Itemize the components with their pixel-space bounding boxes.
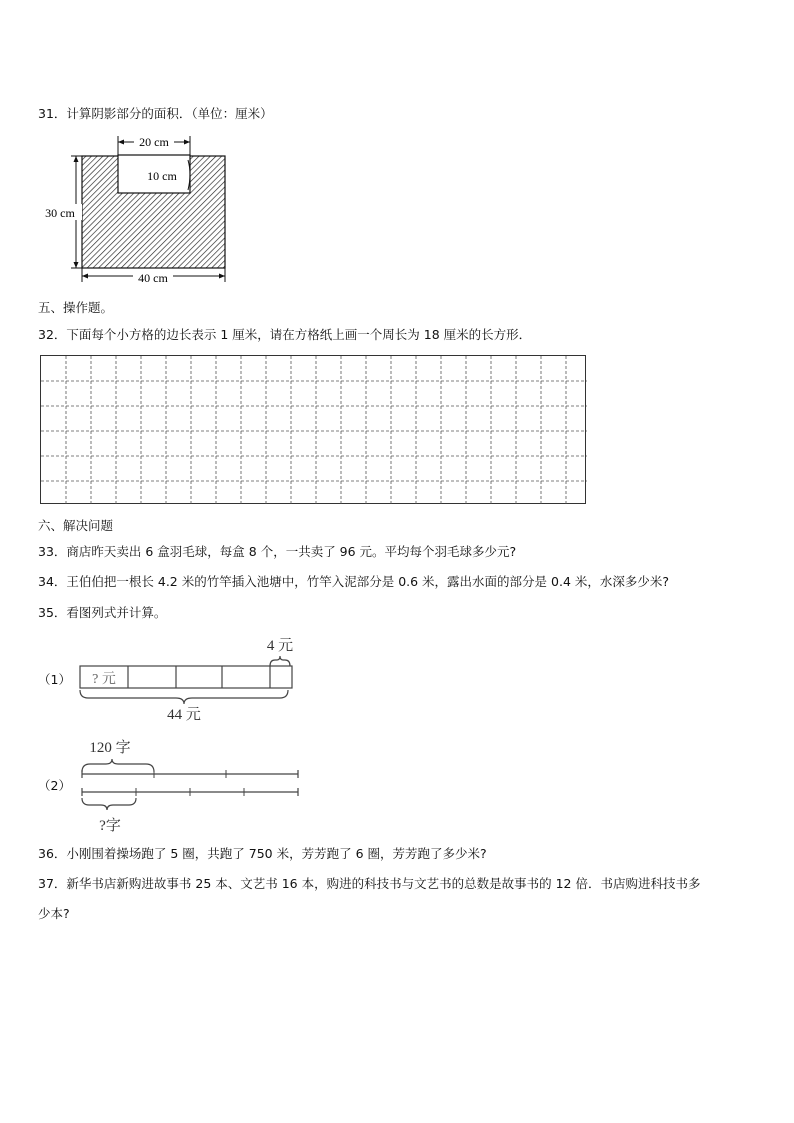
q36-text: 36．小刚围着操场跑了 5 圈，共跑了 750 米，芳芳跑了 6 圈，芳芳跑了多少米? xyxy=(38,846,487,861)
q37-line2: 少本? xyxy=(38,906,70,921)
q35-part2-label: （2） xyxy=(38,778,71,793)
q35-part2-figure xyxy=(70,732,310,836)
q35-part1-figure xyxy=(70,632,310,724)
grid-paper[interactable] xyxy=(40,355,586,504)
q35-part1-label: （1） xyxy=(38,672,71,687)
label-10cm: 10 cm xyxy=(147,169,177,183)
q31-text: 31．计算阴影部分的面积．（单位：厘米） xyxy=(38,106,273,121)
q34-text: 34．王伯伯把一根长 4.2 米的竹竿插入池塘中，竹竿入泥部分是 0.6 米，露出水面的部分是 0.4 米，水深多少米? xyxy=(38,574,670,589)
label-30cm: 30 cm xyxy=(45,206,75,220)
label-4-yuan: 4 元 xyxy=(266,638,294,654)
label-120-zi: 120 字 xyxy=(89,740,131,756)
section-5-heading: 五、操作题。 xyxy=(38,300,114,315)
label-20cm: 20 cm xyxy=(139,135,169,149)
q37-line1: 37．新华书店新购进故事书 25 本、文艺书 16 本，购进的科技书与文艺书的总数是故事书的 12 倍．书店购进科技书多 xyxy=(38,876,701,891)
q31-figure xyxy=(38,130,238,290)
label-40cm: 40 cm xyxy=(138,271,168,285)
q33-text: 33．商店昨天卖出 6 盒羽毛球，每盒 8 个，一共卖了 96 元。平均每个羽毛球多少元? xyxy=(38,544,517,559)
q35-text: 35．看图列式并计算。 xyxy=(38,605,167,620)
section-6-heading: 六、解决问题 xyxy=(38,518,114,533)
q32-text: 32．下面每个小方格的边长表示 1 厘米，请在方格纸上画一个周长为 18 厘米的长方形． xyxy=(38,327,532,342)
label-unknown-yuan: ? 元 xyxy=(92,672,116,687)
label-unknown-zi: ?字 xyxy=(99,818,121,834)
label-44-yuan: 44 元 xyxy=(167,707,201,723)
